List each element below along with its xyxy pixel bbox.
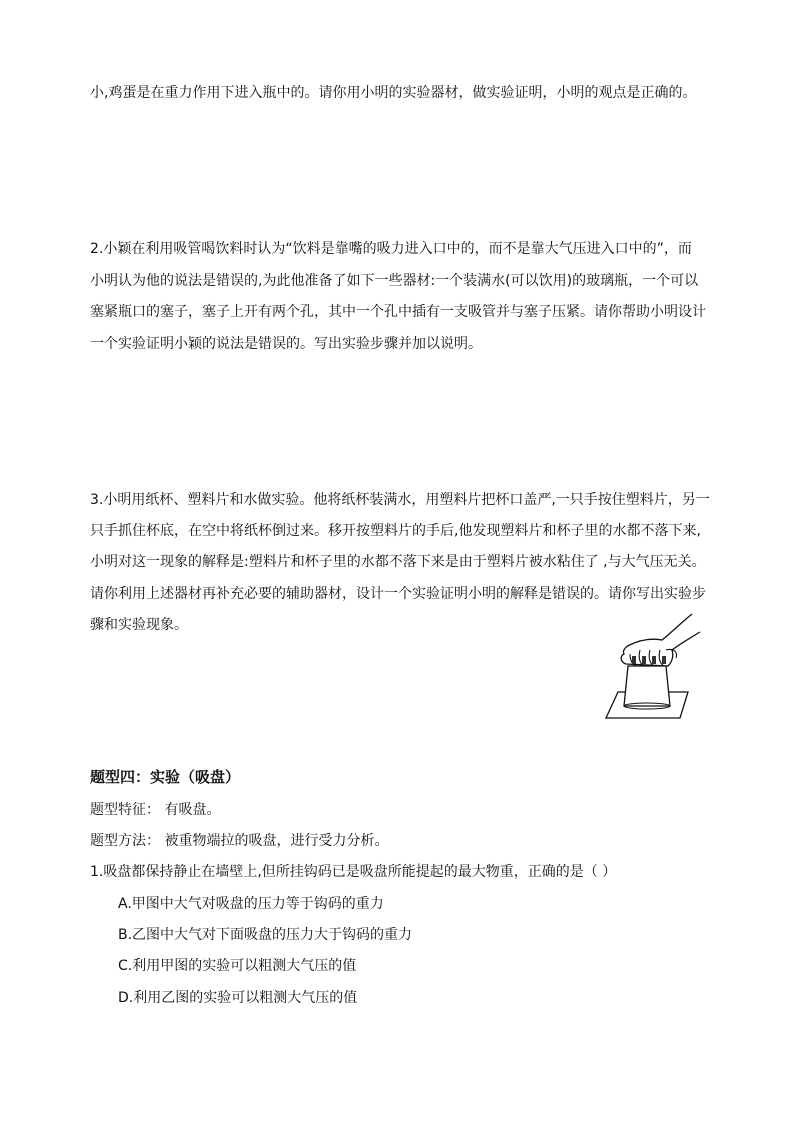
section-method: 题型方法： 被重物端拉的吸盘，进行受力分析。: [90, 833, 389, 849]
cup-body: [624, 666, 670, 706]
section-feature: 题型特征： 有吸盘。: [90, 802, 221, 818]
option-d: D.利用乙图的实验可以粗测大气压的值: [118, 990, 358, 1006]
q3-line-1: 3.小明用纸杯、塑料片和水做实验。他将纸杯装满水，用塑料片把杯口盖严,一只手按住塑料片，另一: [90, 492, 710, 508]
option-c: C.利用甲图的实验可以粗测大气压的值: [118, 958, 357, 974]
q2-line-4: 一个实验证明小颖的说法是错误的。写出实验步骤并加以说明。: [90, 336, 482, 352]
hand-holding-inverted-cup-illustration: [602, 610, 704, 722]
q3-line-2: 只手抓住杯底，在空中将纸杯倒过来。移开按塑料片的手后,他发现塑料片和杯子里的水都不落下来,: [90, 523, 701, 539]
q2-line-1: 2.小颖在利用吸管喝饮料时认为“饮料是靠嘴的吸力进入口中的，而不是靠大气压进入口中的”，而: [90, 241, 692, 257]
q2-line-2: 小明认为他的说法是错误的,为此他准备了如下一些器材:一个装满水(可以饮用)的玻璃瓶，一个可以: [90, 273, 699, 289]
question-1: 1.吸盘都保持静止在墙壁上,但所挂钩码已是吸盘所能提起的最大物重，正确的是（ ）: [90, 864, 617, 880]
q2-line-3: 塞紧瓶口的塞子，塞子上开有两个孔，其中一个孔中插有一支吸管并与塞子压紧。请你帮助小明设计: [90, 304, 706, 320]
q3-line-5: 骤和实验现象。: [90, 617, 188, 633]
cup-figure-svg: [602, 610, 704, 722]
option-a: A.甲图中大气对吸盘的压力等于钩码的重力: [118, 896, 384, 912]
option-b: B.乙图中大气对下面吸盘的压力大于钩码的重力: [118, 927, 413, 943]
section-heading: 题型四：实验（吸盘）: [90, 768, 241, 786]
q3-line-4: 请你利用上述器材再补充必要的辅助器材，设计一个实验证明小明的解释是错误的。请你写出实验步: [90, 586, 706, 602]
intro-text: 小,鸡蛋是在重力作用下进入瓶中的。请你用小明的实验器材，做实验证明，小明的观点是正确的。: [90, 85, 697, 101]
q3-line-3: 小明对这一现象的解释是:塑料片和杯子里的水都不落下来是由于塑料片被水粘住了 ,与大气压无关。: [90, 554, 706, 570]
